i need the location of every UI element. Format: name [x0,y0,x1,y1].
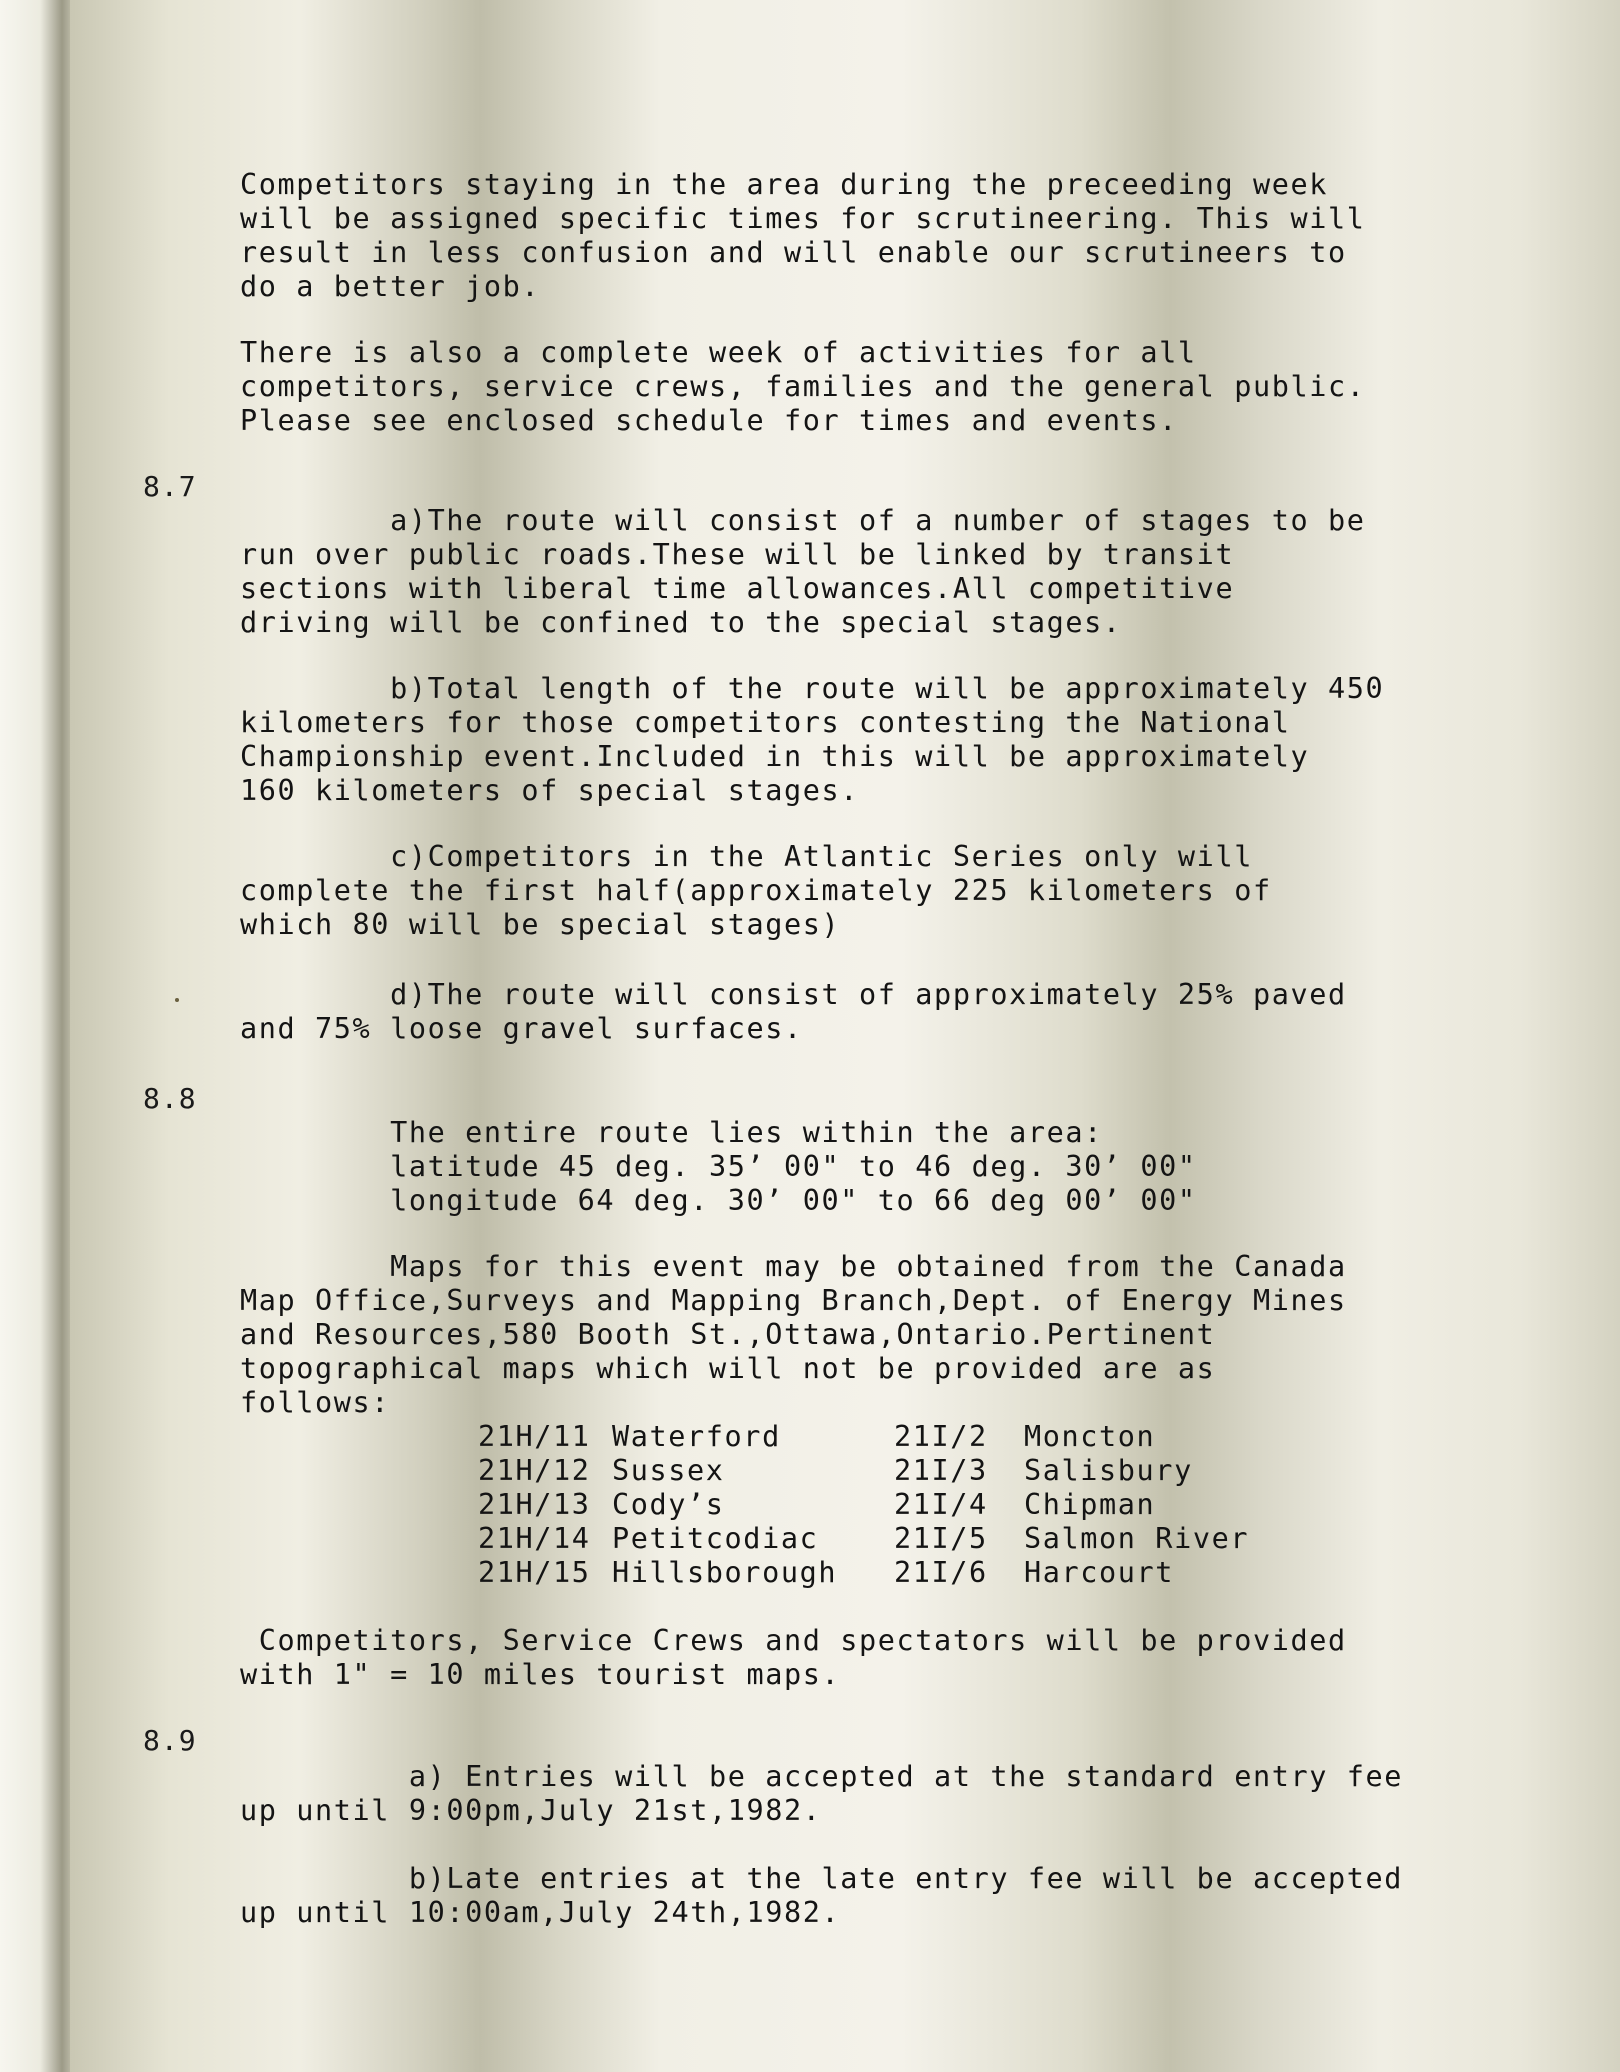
map-code: 21I/5 [894,1522,988,1555]
map-name: Hillsborough [612,1556,838,1589]
text-line: The entire route lies within the area: [240,1116,1103,1149]
text-line: d)The route will consist of approximately 25% paved [240,978,1347,1011]
text-line: which 80 will be special stages) [240,908,841,941]
text-line: topographical maps which will not be provided are as [240,1352,1216,1385]
map-code: 21I/3 [894,1454,988,1487]
text-line: follows: [240,1386,391,1419]
text-line: b)Total length of the route will be approximately 450 [240,672,1385,705]
text-line: b)Late entries at the late entry fee will be accepted [240,1862,1404,1895]
section-number-8-7: 8.7 [143,470,197,503]
text-line: latitude 45 deg. 35’ 00" to 46 deg. 30’ 00" [240,1150,1197,1183]
text-line: competitors, service crews, families and the general public. [240,370,1366,403]
text-line: longitude 64 deg. 30’ 00" to 66 deg 00’ 00" [240,1184,1197,1217]
map-name: Sussex [612,1454,725,1487]
map-code: 21H/15 [478,1556,591,1589]
map-name: Salmon River [1024,1522,1250,1555]
map-name: Moncton [1024,1420,1156,1453]
map-code: 21H/13 [478,1488,591,1521]
text-line: driving will be confined to the special stages. [240,606,1122,639]
text-line: There is also a complete week of activities for all [240,336,1197,369]
text-line: complete the first half(approximately 225 kilometers of [240,874,1272,907]
map-name: Cody’s [612,1488,725,1521]
section-number-8-9: 8.9 [143,1724,197,1757]
text-line: kilometers for those competitors contesting the National [240,706,1291,739]
text-line: Competitors, Service Crews and spectators will be provided [240,1624,1347,1657]
map-code: 21H/11 [478,1420,591,1453]
text-line: Maps for this event may be obtained from the Canada [240,1250,1347,1283]
map-name: Chipman [1024,1488,1156,1521]
text-line: c)Competitors in the Atlantic Series only will [240,840,1253,873]
text-line: and Resources,580 Booth St.,Ottawa,Ontario.Pertinent [240,1318,1216,1351]
text-line: up until 10:00am,July 24th,1982. [240,1896,841,1929]
map-name: Salisbury [1024,1454,1193,1487]
map-code: 21I/6 [894,1556,988,1589]
text-line: and 75% loose gravel surfaces. [240,1012,803,1045]
text-line: with 1" = 10 miles tourist maps. [240,1658,841,1691]
map-code: 21I/2 [894,1420,988,1453]
map-code: 21H/14 [478,1522,591,1555]
text-line: run over public roads.These will be linked by transit [240,538,1235,571]
text-line: sections with liberal time allowances.All competitive [240,572,1235,605]
text-line: Championship event.Included in this will be approximately [240,740,1310,773]
map-name: Petitcodiac [612,1522,819,1555]
map-name: Harcourt [1024,1556,1175,1589]
stray-mark [175,998,179,1002]
text-line: result in less confusion and will enable our scrutineers to [240,236,1347,269]
map-code: 21I/4 [894,1488,988,1521]
text-line: a) Entries will be accepted at the standard entry fee [240,1760,1404,1793]
text-line: Please see enclosed schedule for times and events. [240,404,1178,437]
page-binding-edge [0,0,70,2072]
text-line: will be assigned specific times for scrutineering. This will [240,202,1366,235]
text-line: Map Office,Surveys and Mapping Branch,Dept. of Energy Mines [240,1284,1347,1317]
map-name: Waterford [612,1420,781,1453]
text-line: do a better job. [240,270,541,303]
text-line: up until 9:00pm,July 21st,1982. [240,1794,822,1827]
text-line: Competitors staying in the area during the preceeding week [240,168,1328,201]
section-number-8-8: 8.8 [143,1082,197,1115]
text-line: 160 kilometers of special stages. [240,774,860,807]
map-code: 21H/12 [478,1454,591,1487]
text-line: a)The route will consist of a number of stages to be [240,504,1366,537]
